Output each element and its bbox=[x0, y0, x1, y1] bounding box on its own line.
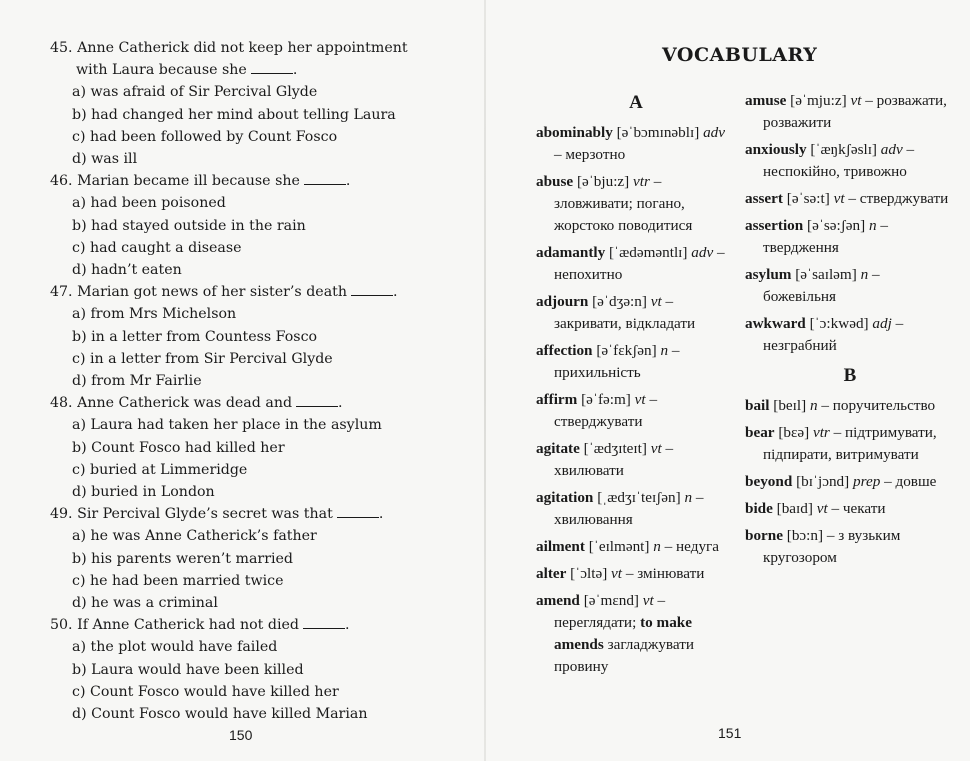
question-text: Marian became ill because she bbox=[77, 173, 300, 190]
part-of-speech: adj bbox=[872, 315, 892, 332]
pronunciation: [əˈmɛnd] bbox=[583, 592, 639, 609]
left-page bbox=[50, 37, 450, 725]
pronunciation: [əˈsaɪləm] bbox=[795, 266, 857, 283]
headword: bide bbox=[745, 500, 773, 517]
question-text: Marian got news of her sister’s death bbox=[77, 284, 347, 301]
answer-option: b) had stayed outside in the rain bbox=[72, 217, 306, 234]
pronunciation: [ˈædəməntlɪ] bbox=[609, 244, 688, 261]
vocab-entry bbox=[745, 498, 955, 520]
question-continuation bbox=[50, 59, 450, 81]
translation: – розважати, розважити bbox=[763, 92, 947, 131]
part-of-speech: vt bbox=[833, 190, 845, 207]
vocab-entry bbox=[745, 264, 955, 308]
vocab-entry bbox=[536, 536, 736, 558]
headword: agitation bbox=[536, 489, 594, 506]
answer-blank bbox=[303, 616, 345, 629]
translation: – закривати, відкладати bbox=[554, 293, 696, 332]
vocab-entry bbox=[745, 471, 955, 493]
translation: – стверджувати bbox=[554, 391, 658, 430]
translation: – поручительство bbox=[821, 397, 936, 414]
translation: – змінювати bbox=[625, 565, 705, 582]
answer-option: b) Laura would have been killed bbox=[72, 661, 304, 678]
translation: – хвилювання bbox=[554, 489, 704, 528]
vocab-entry bbox=[536, 563, 736, 585]
part-of-speech: vt bbox=[611, 565, 623, 582]
translation: – божевільня bbox=[763, 266, 880, 305]
question-end: . bbox=[344, 617, 350, 634]
vocab-entry bbox=[536, 590, 736, 678]
part-of-speech: vt bbox=[850, 92, 862, 109]
answer-blank bbox=[251, 61, 293, 74]
vocab-entry bbox=[536, 242, 736, 286]
letter-heading-a: A bbox=[629, 92, 643, 113]
question-number: 48. bbox=[50, 395, 73, 412]
vocab-entry bbox=[745, 188, 955, 210]
translation: – недуга bbox=[664, 538, 720, 555]
vocab-entry bbox=[745, 215, 955, 259]
answer-blank bbox=[337, 505, 379, 518]
answer-option: b) in a letter from Countess Fosco bbox=[72, 328, 318, 345]
question-45 bbox=[50, 37, 450, 59]
answer-blank bbox=[351, 283, 393, 296]
translation: загладжувати провину bbox=[554, 636, 695, 675]
answer-option: d) Count Fosco would have killed Marian bbox=[72, 706, 368, 723]
question-text: Sir Percival Glyde’s secret was that bbox=[77, 506, 333, 523]
part-of-speech: vt bbox=[650, 293, 662, 310]
answer-option: a) had been poisoned bbox=[72, 195, 226, 212]
pronunciation: [bɛə] bbox=[778, 424, 810, 441]
answer-option: b) had changed her mind about telling Laura bbox=[72, 106, 396, 123]
answer-option: c) in a letter from Sir Percival Glyde bbox=[72, 350, 333, 367]
part-of-speech: vtr bbox=[633, 173, 650, 190]
headword: asylum bbox=[745, 266, 792, 283]
pronunciation: [ˈɔltə] bbox=[570, 565, 608, 582]
answer-option: d) buried in London bbox=[72, 484, 215, 501]
book-gutter bbox=[484, 0, 486, 761]
vocab-entry bbox=[745, 395, 955, 417]
part-of-speech: adv bbox=[880, 141, 903, 158]
translation: – з вузьким кругозором bbox=[763, 527, 901, 566]
headword: assert bbox=[745, 190, 783, 207]
headword: adamantly bbox=[536, 244, 606, 261]
answer-option: a) from Mrs Michelson bbox=[72, 306, 237, 323]
pronunciation: [əˈmju:z] bbox=[790, 92, 847, 109]
pronunciation: [ˈædʒɪteɪt] bbox=[583, 440, 647, 457]
headword: abuse bbox=[536, 173, 574, 190]
headword: borne bbox=[745, 527, 783, 544]
question-end: . bbox=[338, 395, 343, 412]
pronunciation: [əˈbju:z] bbox=[576, 173, 630, 190]
part-of-speech: n bbox=[869, 217, 877, 234]
question-50 bbox=[50, 614, 450, 636]
page-number-left: 150 bbox=[229, 727, 253, 743]
pronunciation: [əˈsə:ʃən] bbox=[807, 217, 866, 234]
part-of-speech: n bbox=[660, 342, 669, 359]
vocab-entry bbox=[536, 438, 736, 482]
answer-option: c) had been followed by Count Fosco bbox=[72, 128, 338, 145]
translation: – неспокійно, тривожно bbox=[763, 141, 915, 180]
part-of-speech: vt bbox=[634, 391, 646, 408]
answer-option: c) buried at Limmeridge bbox=[72, 461, 248, 478]
answer-option: d) he was a criminal bbox=[72, 595, 218, 612]
answer-option: b) Count Fosco had killed her bbox=[72, 439, 285, 456]
headword: affirm bbox=[536, 391, 578, 408]
headword: agitate bbox=[536, 440, 580, 457]
question-number: 45. bbox=[50, 40, 73, 56]
question-48 bbox=[50, 392, 450, 414]
question-end: . bbox=[378, 506, 384, 523]
headword: awkward bbox=[745, 315, 806, 332]
answer-option: c) had caught a disease bbox=[72, 239, 242, 256]
translation: – стверджувати bbox=[848, 190, 949, 207]
question-number: 49. bbox=[50, 506, 73, 523]
question-46 bbox=[50, 170, 450, 192]
headword: ailment bbox=[536, 538, 585, 555]
vocab-entry bbox=[536, 487, 736, 531]
pronunciation: [bɔ:n] bbox=[786, 527, 824, 544]
pronunciation: [əˈfə:m] bbox=[581, 391, 631, 408]
vocab-column-1 bbox=[536, 90, 736, 683]
headword: anxiously bbox=[745, 141, 807, 158]
headword: assertion bbox=[745, 217, 804, 234]
translation: – твердження bbox=[763, 217, 888, 256]
part-of-speech: vt bbox=[650, 440, 662, 457]
question-number: 46. bbox=[50, 173, 73, 190]
part-of-speech: vtr bbox=[812, 424, 830, 441]
headword-phrase: to make amends bbox=[554, 614, 692, 653]
part-of-speech: adv bbox=[691, 244, 714, 261]
page-number-right: 151 bbox=[718, 725, 742, 741]
pronunciation: [əˈbɔmɪnəblɪ] bbox=[616, 124, 700, 141]
question-text-cont: with Laura because she bbox=[76, 62, 247, 79]
part-of-speech: n bbox=[809, 397, 818, 414]
part-of-speech: vt bbox=[816, 500, 828, 517]
translation: – підтримувати, підпирати, витримувати bbox=[763, 424, 937, 463]
pronunciation: [ˌædʒɪˈteɪʃən] bbox=[597, 489, 681, 506]
answer-option: a) the plot would have failed bbox=[72, 639, 278, 656]
answer-option: d) from Mr Fairlie bbox=[72, 373, 202, 390]
answer-option: a) Laura had taken her place in the asylum bbox=[72, 417, 382, 434]
translation: – чекати bbox=[831, 500, 886, 517]
pronunciation: [ˈeɪlmənt] bbox=[588, 538, 650, 555]
translation: – довше bbox=[884, 473, 937, 490]
translation: – мерзотно bbox=[554, 146, 626, 163]
answer-option: d) was ill bbox=[72, 151, 138, 168]
vocabulary-title: VOCABULARY bbox=[662, 44, 818, 66]
vocab-entry bbox=[745, 525, 955, 569]
vocab-entry bbox=[745, 139, 955, 183]
headword: bear bbox=[745, 424, 775, 441]
letter-heading-b: B bbox=[843, 365, 857, 386]
question-number: 50. bbox=[50, 617, 73, 634]
answer-option: d) hadn’t eaten bbox=[72, 262, 182, 279]
question-text: Anne Catherick was dead and bbox=[77, 395, 293, 412]
answer-option: b) his parents weren’t married bbox=[72, 550, 294, 567]
part-of-speech: vt bbox=[642, 592, 654, 609]
answer-blank bbox=[304, 172, 346, 185]
answer-option: a) he was Anne Catherick’s father bbox=[72, 528, 317, 545]
vocab-entry bbox=[536, 340, 736, 384]
pronunciation: [əˈsə:t] bbox=[786, 190, 830, 207]
vocab-entry bbox=[745, 90, 955, 134]
vocab-entry bbox=[745, 313, 955, 357]
part-of-speech: adv bbox=[703, 124, 725, 141]
translation: – прихильність bbox=[554, 342, 680, 381]
vocab-entry bbox=[536, 291, 736, 335]
part-of-speech: n bbox=[684, 489, 693, 506]
question-end: . bbox=[393, 284, 398, 301]
pronunciation: [əˈdʒə:n] bbox=[592, 293, 647, 310]
part-of-speech: prep bbox=[853, 473, 881, 490]
question-49 bbox=[50, 503, 450, 525]
question-47 bbox=[50, 281, 450, 303]
question-end: . bbox=[292, 62, 298, 79]
vocab-column-2 bbox=[745, 90, 955, 574]
pronunciation: [əˈfɛkʃən] bbox=[596, 342, 657, 359]
pronunciation: [ˈæŋkʃəslɪ] bbox=[810, 141, 877, 158]
vocab-entry bbox=[536, 171, 736, 237]
question-number: 47. bbox=[50, 284, 73, 301]
question-text: If Anne Catherick had not died bbox=[77, 617, 299, 634]
question-text: Anne Catherick did not keep her appointment bbox=[77, 40, 408, 56]
translation: – переглядати; bbox=[554, 592, 666, 631]
vocab-entry bbox=[745, 422, 955, 466]
answer-blank bbox=[296, 394, 338, 407]
translation: – зловживати; погано, жорстоко поводитися bbox=[554, 173, 693, 234]
headword: affection bbox=[536, 342, 593, 359]
translation: – непохитно bbox=[554, 244, 725, 283]
vocab-entry bbox=[536, 122, 736, 166]
question-end: . bbox=[345, 173, 351, 190]
headword: amend bbox=[536, 592, 580, 609]
headword: bail bbox=[745, 397, 770, 414]
pronunciation: [ˈɔ:kwəd] bbox=[809, 315, 869, 332]
pronunciation: [baɪd] bbox=[776, 500, 813, 517]
headword: beyond bbox=[745, 473, 793, 490]
headword: alter bbox=[536, 565, 567, 582]
part-of-speech: n bbox=[653, 538, 661, 555]
translation: – хвилювати bbox=[554, 440, 674, 479]
headword: adjourn bbox=[536, 293, 589, 310]
vocab-entry bbox=[536, 389, 736, 433]
part-of-speech: n bbox=[860, 266, 869, 283]
headword: amuse bbox=[745, 92, 787, 109]
answer-option: c) he had been married twice bbox=[72, 572, 284, 589]
pronunciation: [bɪˈjɔnd] bbox=[796, 473, 850, 490]
headword: abominably bbox=[536, 124, 613, 141]
answer-option: a) was afraid of Sir Percival Glyde bbox=[72, 84, 318, 101]
pronunciation: [beɪl] bbox=[773, 397, 807, 414]
translation: – незграбний bbox=[763, 315, 904, 354]
answer-option: c) Count Fosco would have killed her bbox=[72, 683, 339, 700]
